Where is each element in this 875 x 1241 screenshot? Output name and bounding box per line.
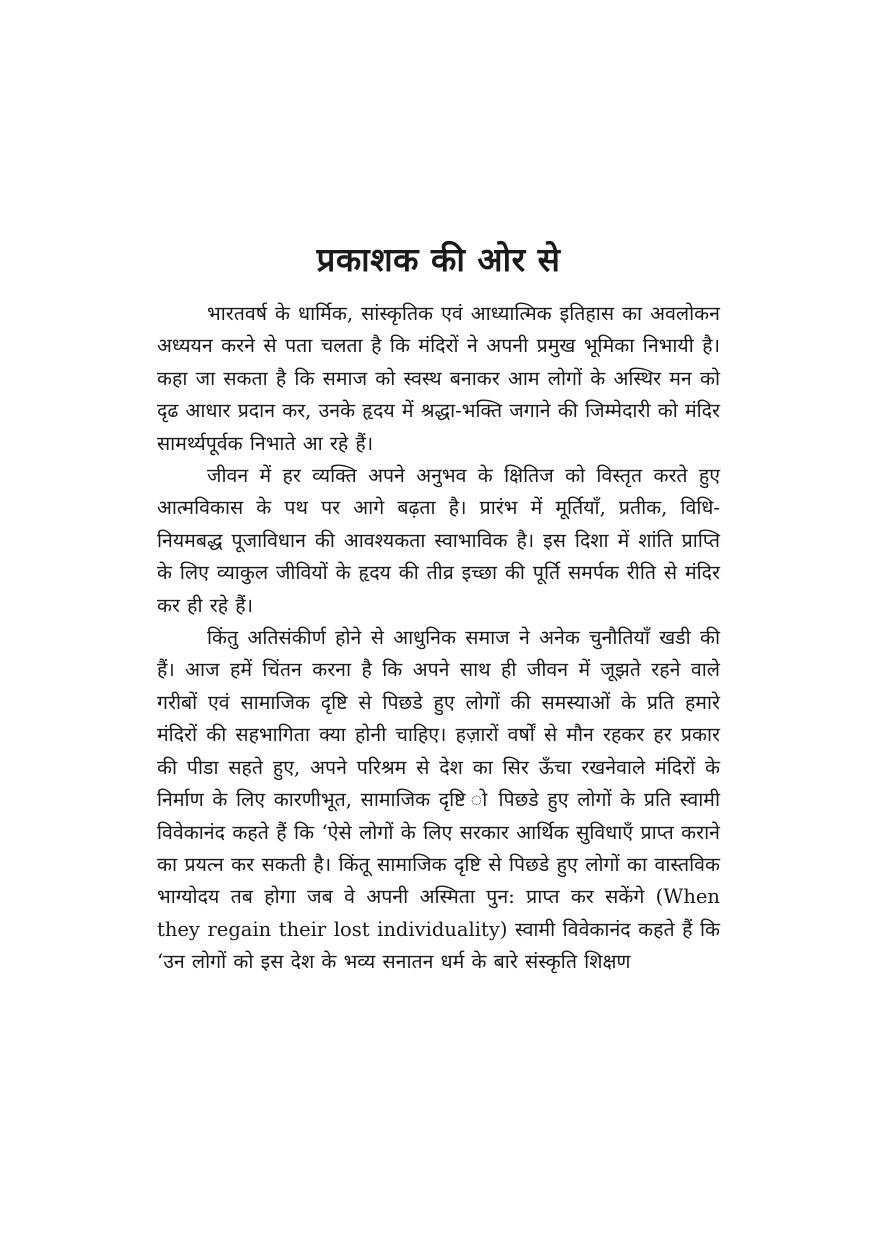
page-title: प्रकाशक की ओर से	[316, 240, 561, 279]
document-page	[157, 236, 720, 979]
paragraph-3: किंतु अतिसंकीर्ण होने से आधुनिक समाज ने अनेक चुनौतियाँ खडी की हैं। आज हमें चिंतन करना है कि अपने साथ ही जीवन में जूझते रहने वाले गरीबों एवं सामाजिक दृष्टि से पिछडे हुए लोगों की समस्याओं के प्रति हमारे मंदिरों की सहभागिता क्या होनी चाहिए। हज़ारों वर्षों से मौन रहकर हर प्रकार की पीडा सहते हुए, अपने परिश्रम से देश का सिर ऊँचा रखनेवाले मंदिरों के निर्माण के लिए कारणीभूत, सामाजिक दृष्टि ो पिछडे हुए लोगों के प्रति स्वामी विवेकानंद कहते हैं कि ‘ऐसे लोगों के लिए सरकार आर्थिक सुविधाएँ प्राप्त कराने का प्रयत्न कर सकती है। किंतू सामाजिक दृष्टि से पिछडे हुए लोगों का वास्तविक भाग्योदय तब होगा जब वे अपनी अस्मिता पुन: प्राप्त कर सकेंगे (When they regain their lost individuality) स्वामी विवेकानंद कहते हैं कि ‘उन लोगों को इस देश के भव्य सनातन धर्म के बारे संस्कृति शिक्षण	[157, 626, 720, 974]
paragraph-1: भारतवर्ष के धार्मिक, सांस्कृतिक एवं आध्यात्मिक इतिहास का अवलोकन अध्ययन करने से पता चलता है कि मंदिरों ने अपनी प्रमुख भूमिका निभायी है। कहा जा सकता है कि समाज को स्वस्थ बनाकर आम लोगों के अस्थिर मन को दृढ आधार प्रदान कर, उनके हृदय में श्रद्धा-भक्ति जगाने की जिम्मेदारी को मंदिर सामर्थ्यपूर्वक निभाते आ रहे हैं।	[157, 302, 720, 455]
paragraph-2: जीवन में हर व्यक्ति अपने अनुभव के क्षितिज को विस्तृत करते हुए आत्मविकास के पथ पर आगे बढ़ता है। प्रारंभ में मूर्तियाँ, प्रतीक, विधि-नियमबद्ध पूजाविधान की आवश्यकता स्वाभाविक है। इस दिशा में शांति प्राप्ति के लिए व्याकुल जीवियों के हृदय की तीव्र इच्छा की पूर्ति समर्पक रीति से मंदिर कर ही रहे हैं।	[157, 464, 720, 617]
